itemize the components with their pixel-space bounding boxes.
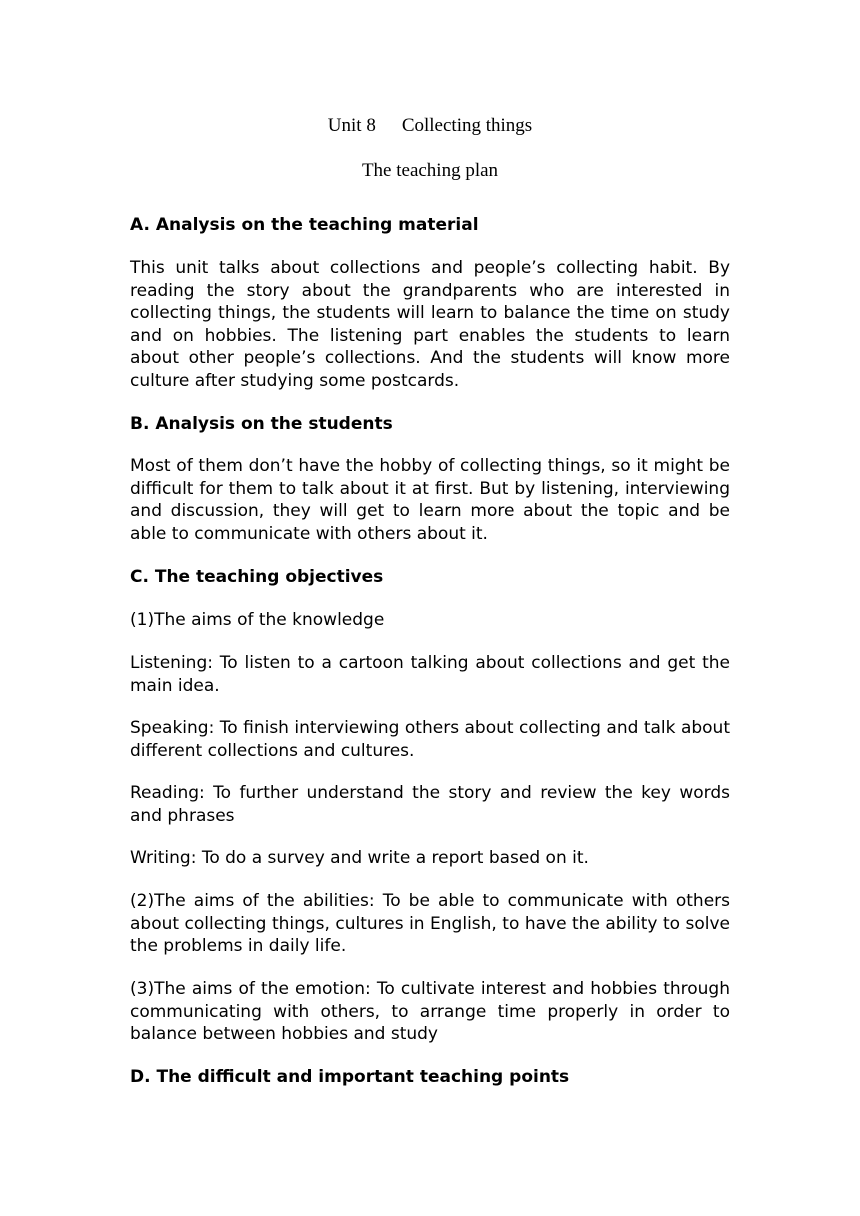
heading-section-d [130,1066,730,1088]
emotion-block [130,978,730,1046]
writing-block [130,847,730,870]
document-subtitle: The teaching plan [361,160,499,181]
document-page [130,112,730,1087]
section-b-body-block [130,455,730,545]
section-a-heading: A. Analysis on the teaching material [130,215,479,235]
unit-title: Collecting things [401,115,533,136]
section-a-body: This unit talks about collections and people’s collecting habit. By reading the story about the grandparents who are interested in collecting things, the students will learn to balance the time on study and on hobbies. The listening part enables the students to learn about other people’s collections. And the students will know more culture after studying some postcards. [130,258,730,391]
heading-section-b [130,413,730,435]
heading-section-a [130,214,730,236]
abilities-objective: (2)The aims of the abilities: To be able to communicate with others about collecting things, cultures in English, to have the ability to solve the problems in daily life. [130,891,730,956]
heading-section-c [130,566,730,588]
unit-number: Unit 8 [327,115,376,136]
section-b-heading: B. Analysis on the students [130,414,393,434]
speaking-block [130,717,730,762]
abilities-block [130,890,730,958]
section-a-body-block [130,257,730,392]
writing-objective: Writing: To do a survey and write a report based on it. [130,848,589,868]
listening-block [130,652,730,697]
emotion-objective: (3)The aims of the emotion: To cultivate interest and hobbies through communicating with others, to arrange time properly in order to balance between hobbies and study [130,979,730,1044]
section-b-body: Most of them don’t have the hobby of collecting things, so it might be difficult for them to talk about it at first. But by listening, interviewing and discussion, they will get to learn more about the topic and be able to communicate with others about it. [130,456,730,544]
knowledge-aims-title: (1)The aims of the knowledge [130,610,385,630]
listening-objective: Listening: To listen to a cartoon talking about collections and get the main idea. [130,653,730,696]
section-c-heading: C. The teaching objectives [130,567,384,587]
speaking-objective: Speaking: To finish interviewing others about collecting and talk about different collections and cultures. [130,718,730,761]
reading-block [130,782,730,827]
reading-objective: Reading: To further understand the story and review the key words and phrases [130,783,730,826]
section-d-heading: D. The difficult and important teaching points [130,1067,570,1087]
document-title [130,112,730,140]
knowledge-title-block [130,609,730,632]
